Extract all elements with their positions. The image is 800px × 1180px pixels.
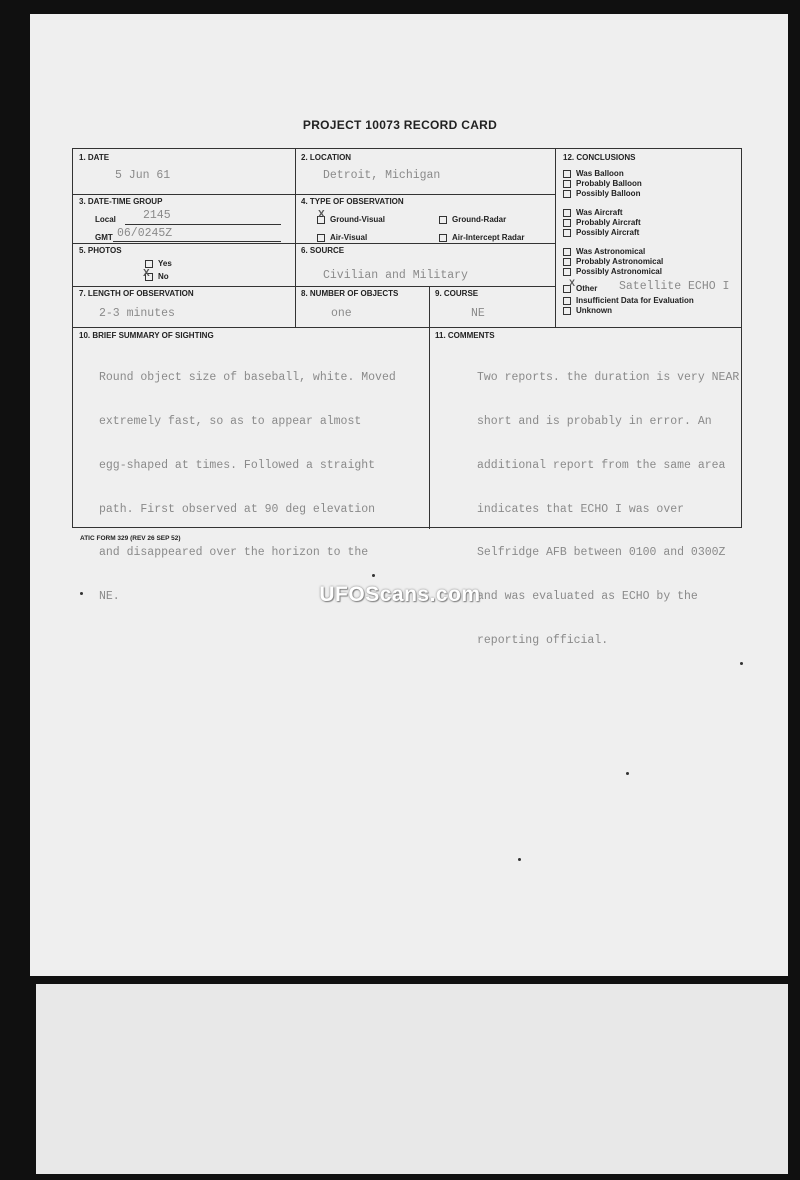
option-air-visual: Air-Visual [317, 233, 367, 242]
source-value: Civilian and Military [323, 269, 468, 282]
summary-line: Round object size of baseball, white. Moved [99, 371, 396, 385]
option-ground-visual: Ground-Visual [317, 215, 385, 224]
checkbox [563, 307, 571, 315]
comments-label: 11. COMMENTS [435, 331, 495, 340]
divider [73, 327, 741, 328]
summary-line: and disappeared over the horizon to the [99, 546, 369, 560]
local-line [125, 224, 281, 225]
course-value: NE [471, 307, 485, 320]
divider [295, 149, 296, 327]
type-of-observation-label: 4. TYPE OF OBSERVATION [301, 197, 404, 206]
checkbox [145, 260, 153, 268]
photos-no-mark: X [143, 268, 150, 279]
checkbox [563, 248, 571, 256]
divider [73, 194, 555, 195]
paper-speck [626, 772, 629, 775]
photos-yes: Yes [145, 259, 172, 268]
conclusion-item: Possibly Balloon [563, 189, 640, 198]
summary-line: NE. [99, 590, 120, 604]
conclusion-other-mark: X [569, 278, 576, 288]
photos-no: No [145, 272, 169, 281]
checkbox [439, 216, 447, 224]
conclusion-item: Was Balloon [563, 169, 624, 178]
checkbox [563, 229, 571, 237]
comment-line: short and is probably in error. An [477, 414, 712, 428]
underlying-sheet [36, 984, 788, 1174]
date-value: 5 Jun 61 [115, 169, 171, 182]
number-of-objects-value: one [331, 307, 352, 320]
paper-speck [740, 662, 743, 665]
comment-line: Two reports. the duration is very NEAR [477, 371, 740, 385]
gmt-label: GMT [95, 233, 113, 242]
checkbox [563, 209, 571, 217]
checkbox [317, 234, 325, 242]
length-value: 2-3 minutes [99, 307, 175, 320]
divider [429, 286, 430, 529]
ground-visual-mark: X [318, 209, 325, 220]
location-value: Detroit, Michigan [323, 169, 441, 182]
summary-label: 10. BRIEF SUMMARY OF SIGHTING [79, 331, 214, 340]
course-label: 9. COURSE [435, 289, 479, 298]
checkbox [563, 268, 571, 276]
local-value: 2145 [143, 209, 171, 222]
divider [73, 243, 555, 244]
conclusion-item: Possibly Astronomical [563, 267, 662, 276]
checkbox [563, 170, 571, 178]
checkbox [439, 234, 447, 242]
source-label: 6. SOURCE [301, 246, 345, 255]
conclusion-item: Unknown [563, 306, 612, 315]
paper-speck [518, 858, 521, 861]
conclusion-item: Probably Aircraft [563, 218, 641, 227]
summary-line: egg-shaped at times. Followed a straight [99, 458, 376, 472]
local-label: Local [95, 215, 116, 224]
conclusion-item: Was Astronomical [563, 247, 645, 256]
date-time-group-label: 3. DATE-TIME GROUP [79, 197, 163, 206]
card-title: PROJECT 10073 RECORD CARD [302, 118, 498, 132]
option-ground-radar: Ground-Radar [439, 215, 506, 224]
location-label: 2. LOCATION [301, 153, 352, 162]
checkbox [563, 297, 571, 305]
comment-line: additional report from the same area [477, 458, 726, 472]
comments-text [477, 342, 739, 678]
number-of-objects-label: 8. NUMBER OF OBJECTS [301, 289, 399, 298]
conclusions-label: 12. CONCLUSIONS [563, 153, 636, 162]
paper-speck [80, 592, 83, 595]
checkbox [563, 219, 571, 227]
option-air-intercept-radar: Air-Intercept Radar [439, 233, 524, 242]
checkbox [563, 258, 571, 266]
conclusion-item: Probably Astronomical [563, 257, 663, 266]
watermark: UFOScans.com [319, 583, 481, 606]
conclusion-item: Insufficient Data for Evaluation [563, 296, 694, 305]
photos-label: 5. PHOTOS [79, 246, 122, 255]
summary-line: path. First observed at 90 deg elevation [99, 502, 376, 516]
divider [73, 286, 555, 287]
conclusion-other-value: Satellite ECHO I [619, 280, 730, 293]
date-label: 1. DATE [79, 153, 110, 162]
comment-line: Selfridge AFB between 0100 and 0300Z [477, 546, 726, 560]
conclusion-item: Was Aircraft [563, 208, 623, 217]
comment-line: reporting official. [477, 633, 609, 647]
checkbox [563, 190, 571, 198]
conclusion-item: Probably Balloon [563, 179, 642, 188]
gmt-line [113, 241, 281, 242]
divider [555, 149, 556, 327]
comment-line: indicates that ECHO I was over [477, 502, 685, 516]
length-label: 7. LENGTH OF OBSERVATION [79, 289, 194, 298]
checkbox [563, 180, 571, 188]
comment-line: and was evaluated as ECHO by the [477, 590, 698, 604]
conclusion-item: Possibly Aircraft [563, 228, 639, 237]
gmt-value: 06/0245Z [117, 227, 173, 240]
paper-speck [372, 574, 375, 577]
conclusion-other: Other [563, 284, 597, 293]
form-number: ATIC FORM 329 (REV 26 SEP 52) [80, 535, 181, 542]
summary-line: extremely fast, so as to appear almost [99, 414, 362, 428]
